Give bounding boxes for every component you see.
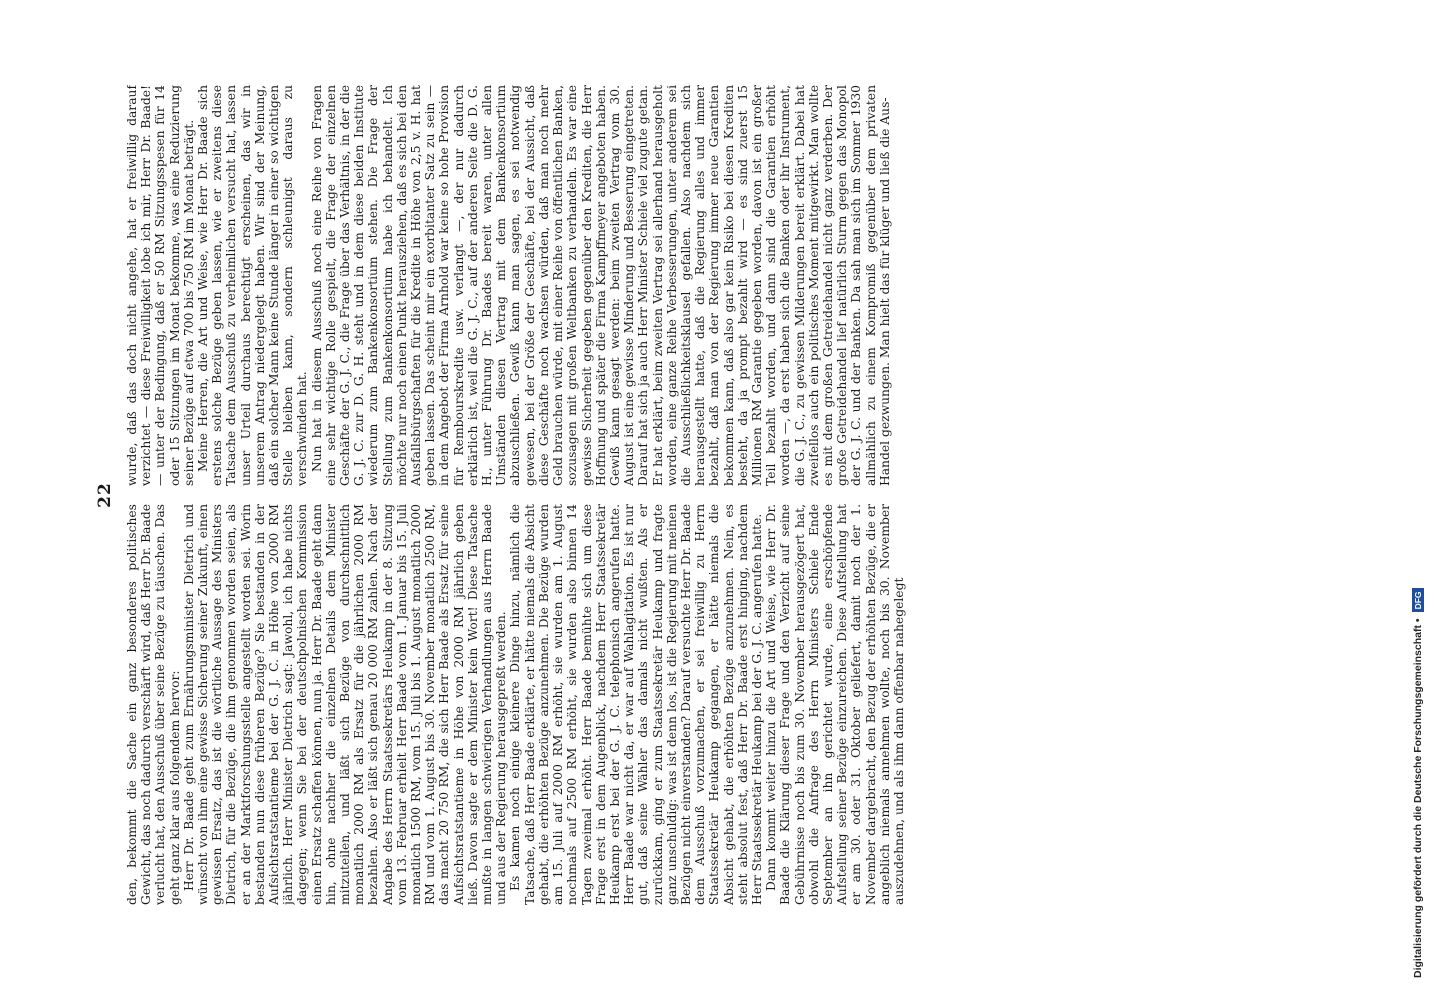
- page-number: 22: [95, 482, 115, 508]
- right-column: [125, 85, 1305, 486]
- text-columns: [125, 85, 1305, 905]
- paragraph: Nun hat in diesem Ausschuß noch eine Reihe von Fragen eine sehr wichtige Rolle gespielt, die Frage der einzelnen Geschäfte der G. J. C., die Frage über das Verhältnis, in der die G. J. C. zur D. G. H. steht und in dem diese beiden Institute wiederum zum Bankenkonsortium stehen. Die Frage der Stellung zum Bankenkonsortium habe ich behandelt. Ich möchte nur noch einen Punkt herausziehen, daß es sich bei den Ausfallsbürgschaften für die Kredite in Höhe von 2,5 v. H. hat geben lassen. Das scheint mir ein exorbitanter Satz zu sein — in dem Angebot der Firma Arnhold war keine so hohe Provision für Rembourskredite usw. verlangt —, der nur dadurch erklärlich ist, weil die G. J. C., auf der anderen Seite die D. G. H., unter Führung Dr. Baades bereit waren, unter allen Umständen diesen Vertrag mit dem Bankenkonsortium abzuschließen. Gewiß kann man sagen, es sei notwendig gewesen, bei der Größe der Geschäfte, bei der Aussicht, daß diese Geschäfte noch wachsen würden, daß man noch mehr Geld brauchen würde, mit einer Reihe von öffentlichen Banken, sozusagen mit großen Weltbanken zu verhandeln. Es war eine gewisse Sicherheit gegeben gegenüber den Krediten, die Herr Hoffnung und später die Firma Kampffmeyer angeboten haben. Gewiß kann gesagt werden: beim zweiten Vertrag vom 30. August ist eine gewisse Minderung und Besserung eingetreten. Darauf hat sich ja auch Herr Minister Schiele viel zugute getan. Er hat erklärt, beim zweiten Vertrag sei allerhand herausgeholt worden, eine ganze Reihe Verbesserungen, unter anderem sei die Ausschließlichkeitsklausel gefallen. Also nachdem sich herausgestellt hatte, daß die Regierung alles und immer bezahlt, daß man von der Regierung immer neue Garantien bekommen kann, daß also gar kein Risiko bei diesen Krediten besteht, da ja prompt bezahlt wird — es sind zuerst 15 Millionen RM Garantie gegeben worden, davon ist ein großer Teil bezahlt worden, und dann sind die Garantien erhöht worden —, da erst haben sich die Banken oder ihr Instrument, die G. J. C., zu gewissen Milderungen bereit erklärt. Dabei hat zweifellos auch ein politisches Moment mitgewirkt. Man wollte es mit dem großen Getreidehandel nicht ganz verderben. Der große Getreidehandel lief natürlich Sturm gegen das Monopol der G. J. C. und der Banken. Da sah man sich im Sommer 1930 allmählich zu einem Kompromiß gegenüber dem privaten Handel gezwungen. Man hielt das für klüger und ließ die Aus-: [309, 85, 892, 486]
- paragraph: Dann kommt weiter hinzu die Art und Weise, wie Herr Dr. Baade die Klärung dieser Frage und den Verzicht auf seine Gebührnisse noch bis zum 30. November herausgezögert hat, obwohl die Anfrage des Herrn Ministers Schiele Ende September an ihn gerichtet wurde, eine erschöpfende Aufstellung seiner Bezüge einzureichen. Diese Aufstellung hat er am 30. oder 31. Oktober geliefert, damit noch der 1. November dargebracht, den Bezug der erhöhten Bezüge, die er angeblich niemals annehmen wollte, noch bis 30. November auszudehnen, und als ihm dann offenbar nahegelegt: [764, 504, 906, 905]
- paragraph: wurde, daß das doch nicht angehe, hat er freiwillig darauf verzichtet — diese Freiwilligkeit lobe ich mir, Herr Dr. Baade! — unter der Bedingung, daß er 50 RM Sitzungsspesen für 14 oder 15 Sitzungen im Monat bekomme, was eine Reduzierung seiner Bezüge auf etwa 700 bis 750 RM im Monat beträgt.: [125, 85, 196, 486]
- paragraph: den, bekommt die Sache ein ganz besonderes politisches Gewicht, das noch dadurch verschärft wird, daß Herr Dr. Baade verlucht hat, den Ausschuß über seine Bezüge zu täuschen. Das geht ganz klar aus folgendem hervor:: [125, 504, 182, 905]
- left-column: [125, 504, 1305, 905]
- digitization-credit-text-wrap: [1412, 18, 1424, 978]
- paragraph: Es kamen noch einige kleinere Dinge hinzu, nämlich die Tatsache, daß Herr Baade erklärte, er hätte niemals die Absicht gehabt, die erhöhten Bezüge anzunehmen. Die Bezüge wurden am 15. Juli auf 2000 RM erhöht, sie wurden am 1. August nochmals auf 2500 RM erhöht, sie wurden also binnen 14 Tagen zweimal erhöht. Herr Baade bemühte sich um diese Frage erst in dem Augenblick, nachdem Herr Staatssekretär Heukamp erst bei der G. J. C. telephonisch angerufen hatte. Herr Baade war nicht da, er war auf Wahlagitation. Es ist nur gut, daß seine Wähler das damals nicht wußten. Als er zurückkam, ging er zum Staatssekretär Heukamp und fragte ganz unschuldig: was ist denn los, ist die Regierung mit meinen Bezügen nicht einverstanden? Darauf versuchte Herr Dr. Baade dem Ausschuß vorzumachen, er sei freiwillig zu Herrn Staatssekretär Heukamp gegangen, er hätte niemals die Absicht gehabt, die erhöhten Bezüge anzunehmen. Nein, es steht absolut fest, daß Herr Dr. Baade erst hinging, nachdem Herr Staatssekretär Heukamp bei der G. J. C. angerufen hatte.: [508, 504, 764, 905]
- dfg-logo: DFG: [1412, 588, 1424, 612]
- paragraph: Herr Dr. Baade geht zum Ernährungsminister Dietrich und wünscht von ihm eine gewisse Sicherung seiner Zukunft, einen gewissen Ersatz, das ist die wörtliche Aussage des Ministers Dietrich, für die Bezüge, die ihm genommen worden seien, als er an der Marktforschungsstelle angestellt worden sei. Worin bestanden nun diese früheren Bezüge? Sie bestanden in der Aufsichtsratstantieme bei der G. J. C. in Höhe von 2000 RM jährlich. Herr Minister Dietrich sagt: Jawohl, ich habe nichts dagegen; wenn Sie bei der deutschpolnischen Kommission einen Ersatz schaffen können, nun ja. Herr Dr. Baade geht dann hin, ohne nachher die einzelnen Details dem Minister mitzuteilen, und läßt sich Bezüge von durchschnittlich monatlich 2000 RM als Ersatz für die jährlichen 2000 RM bezahlen. Also er läßt sich genau 20 000 RM zahlen. Nach der Angabe des Herrn Staatssekretärs Heukamp in der 8. Sitzung vom 13. Februar erhielt Herr Baade vom 1. Januar bis 15. Juli monatlich 1500 RM, vom 15. Juli bis 1. August monatlich 2000 RM und vom 1. August bis 30. November monatlich 2500 RM, das macht 20 750 RM, die sich Herr Baade als Ersatz für seine Aufsichtsratstantieme in Höhe von 2000 RM jährlich geben ließ. Davon sagte er dem Minister kein Wort! Diese Tatsache mußte in langen schwierigen Verhandlungen aus Herrn Baade und aus der Regierung herausgepreßt werden.: [181, 504, 509, 905]
- digitization-credit-text: Digitalisierung gefördert durch die Deutsche Forschungsgemeinschaft •: [1412, 618, 1424, 978]
- paragraph: Meine Herren, die Art und Weise, wie Herr Dr. Baade sich erstens solche Bezüge geben lassen, wie er zweitens diese Tatsache dem Ausschuß zu verheimlichen versucht hat, lassen unser Urteil durchaus berechtigt erscheinen, das wir in unserem Antrag niedergelegt haben. Wir sind der Meinung, daß ein solcher Mann keine Stunde länger in einer so wichtigen Stelle bleiben kann, sondern schleunigst daraus zu verschwinden hat.: [196, 85, 310, 486]
- scanned-page: [95, 85, 1305, 905]
